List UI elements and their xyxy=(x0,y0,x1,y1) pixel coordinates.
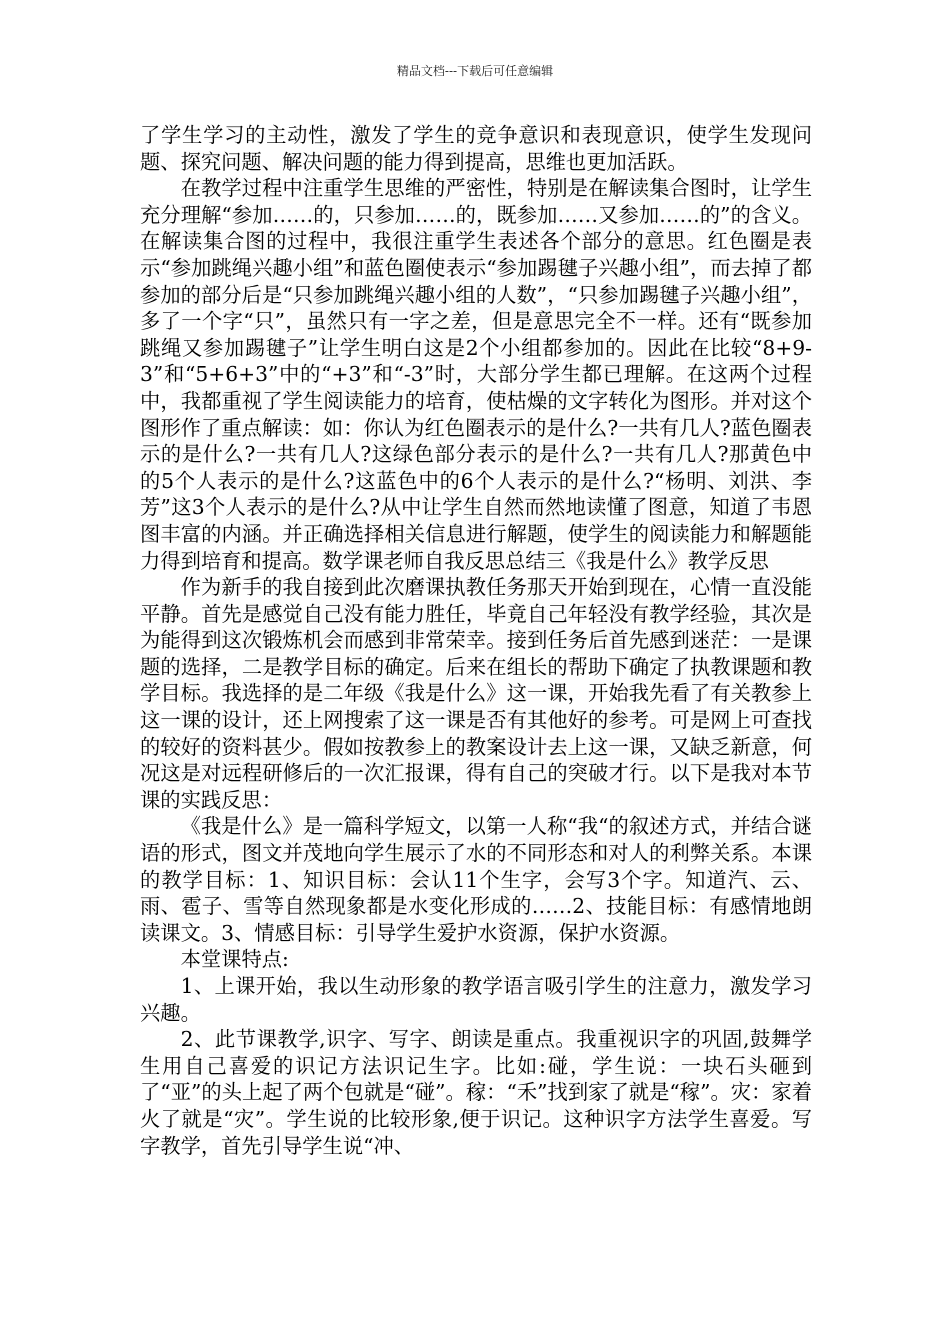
paragraph: 2、此节课教学,识字、写字、朗读是重点。我重视识字的巩固,鼓舞学生用自己喜爱的识记方法识记生字。比如:碰，学生说：一块石头砸到了“亚”的头上起了两个包就是“碰”。稼：“禾”找到家了就是“稼”。灾：家着火了就是“灾”。学生说的比较形象,便于识记。这种识字方法学生喜爱。写字教学，首先引导学生说“冲、 xyxy=(140,1027,812,1158)
document-body xyxy=(140,122,812,1159)
paragraph: 《我是什么》是一篇科学短文，以第一人称“我“的叙述方式，并结合谜语的形式，图文并茂地向学生展示了水的不同形态和对人的利弊关系。本课的教学目标：1、知识目标：会认11个生字，会写3个字。知道汽、云、雨、雹子、雪等自然现象都是水变化形成的……2、技能目标：有感情地朗读课文。3、情感目标：引导学生爱护水资源，保护水资源。 xyxy=(140,814,812,945)
paragraph: 在教学过程中注重学生思维的严密性，特别是在解读集合图时，让学生充分理解“参加……的，只参加……的，既参加……又参加……的”的含义。在解读集合图的过程中，我很注重学生表述各个部分的意思。红色圈是表示“参加跳绳兴趣小组”和蓝色圈使表示“参加踢毽子兴趣小组”，而去掉了都参加的部分后是“只参加跳绳兴趣小组的人数”，“只参加踢毽子兴趣小组”，多了一个字“只”，虽然只有一字之差，但是意思完全不一样。还有“既参加跳绳又参加踢毽子”让学生明白这是2个小组都参加的。因此在比较“8+9-3”和“5+6+3”中的“+3”和“-3”时，大部分学生都已理解。在这两个过程中，我都重视了学生阅读能力的培育，使枯燥的文字转化为图形。并对这个图形作了重点解读：如：你认为红色圈表示的是什么?一共有几人?蓝色圈表示的是什么?一共有几人?这绿色部分表示的是什么?一共有几人?那黄色中的5个人表示的是什么?这蓝色中的6个人表示的是什么?“杨明、刘洪、李芳”这3个人表示的是什么?从中让学生自然而然地读懂了图意，知道了韦恩图丰富的内涵。并正确选择相关信息进行解题，使学生的阅读能力和解题能力得到培育和提高。数学课老师自我反思总结三《我是什么》教学反思 xyxy=(140,176,812,573)
paragraph: 了学生学习的主动性，激发了学生的竞争意识和表现意识，使学生发现问题、探究问题、解决问题的能力得到提高，思维也更加活跃。 xyxy=(140,123,812,174)
paragraph: 1、上课开始，我以生动形象的教学语言吸引学生的注意力，激发学习兴趣。 xyxy=(140,974,812,1025)
section-heading: 本堂课特点: xyxy=(180,947,289,972)
paragraph: 作为新手的我自接到此次磨课执教任务那天开始到现在，心情一直没能平静。首先是感觉自己没有能力胜任，毕竟自己年轻没有教学经验，其次是为能得到这次锻炼机会而感到非常荣幸。接到任务后首先感到迷茫：一是课题的选择，二是教学目标的确定。后来在组长的帮助下确定了执教课题和教学目标。我选择的是二年级《我是什么》这一课，开始我先看了有关教参上这一课的设计，还上网搜索了这一课是否有其他好的参考。可是网上可查找的较好的资料甚少。假如按教参上的教案设计去上这一课，又缺乏新意，何况这是对远程研修后的一次汇报课，得有自己的突破才行。以下是我对本节课的实践反思： xyxy=(140,575,812,812)
page-header: 精品文档---下载后可任意编辑 xyxy=(396,64,554,78)
